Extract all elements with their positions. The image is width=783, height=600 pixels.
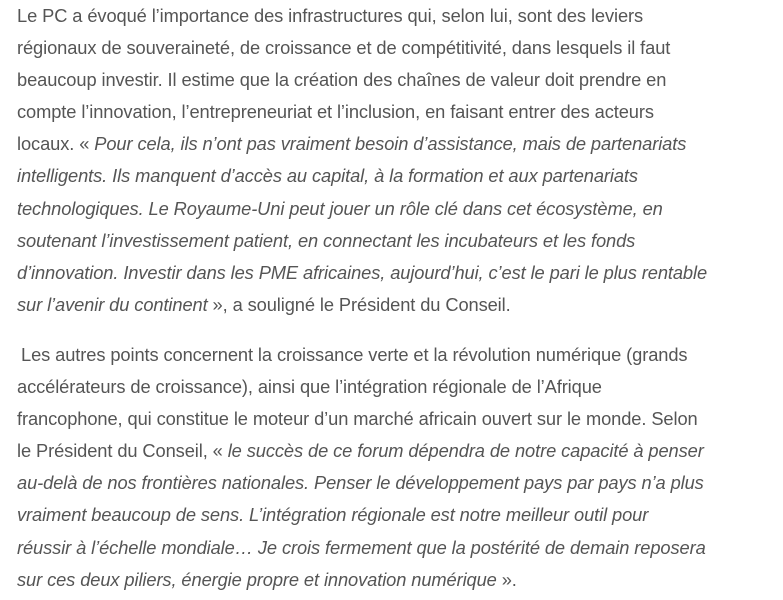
text-line <box>17 289 777 321</box>
text-line <box>17 371 777 403</box>
quote-segment: soutenant l’investissement patient, en connectant les incubateurs et les fonds <box>17 229 636 251</box>
text-segment: compte l’innovation, l’entrepreneuriat et l’inclusion, en faisant entrer des acteurs <box>17 101 654 123</box>
paragraph-infrastructures <box>17 0 777 321</box>
text-line <box>17 160 777 192</box>
text-line <box>17 96 777 128</box>
quote-segment: au-delà de nos frontières nationales. Penser le développement pays par pays n’a plus <box>17 472 704 494</box>
text-line <box>17 193 777 225</box>
text-line <box>17 499 777 531</box>
text-segment: accélérateurs de croissance), ainsi que l’intégration régionale de l’Afrique <box>17 376 602 398</box>
text-line <box>17 64 777 96</box>
text-segment: », a souligné le Président du Conseil. <box>207 293 511 315</box>
quote-segment: intelligents. Ils manquent d’accès au capital, à la formation et aux partenariats <box>17 165 638 187</box>
text-line <box>17 339 777 371</box>
quote-segment: sur l’avenir du continent <box>17 293 208 315</box>
text-segment: ». <box>496 568 517 590</box>
text-line <box>17 128 777 160</box>
text-segment: Les autres points concernent la croissance verte et la révolution numérique (grands <box>21 343 688 365</box>
quote-segment: Pour cela, ils n’ont pas vraiment besoin d’assistance, mais de partenariats <box>94 133 687 155</box>
text-segment: locaux. « <box>17 133 95 155</box>
text-line <box>17 532 777 564</box>
text-segment: francophone, qui constitue le moteur d’un marché africain ouvert sur le monde. Selon <box>17 408 698 430</box>
quote-segment: sur ces deux piliers, énergie propre et innovation numérique <box>17 568 497 590</box>
quote-segment: réussir à l’échelle mondiale… Je crois fermement que la postérité de demain reposera <box>17 536 706 558</box>
quote-segment: le succès de ce forum dépendra de notre capacité à penser <box>227 440 704 462</box>
text-line <box>17 257 777 289</box>
text-line <box>17 32 777 64</box>
text-segment: Le PC a évoqué l’importance des infrastructures qui, selon lui, sont des leviers <box>17 5 644 26</box>
text-segment: régionaux de souveraineté, de croissance et de compétitivité, dans lesquels il faut <box>17 37 671 59</box>
quote-segment: d’innovation. Investir dans les PME africaines, aujourd’hui, c’est le pari le plus rentable <box>17 261 708 283</box>
text-line <box>17 403 777 435</box>
text-segment: beaucoup investir. Il estime que la création des chaînes de valeur doit prendre en <box>17 69 667 91</box>
text-line <box>17 564 777 596</box>
quote-segment: vraiment beaucoup de sens. L’intégration régionale est notre meilleur outil pour <box>17 504 649 526</box>
text-line <box>17 435 777 467</box>
paragraph-autres-points <box>17 339 777 596</box>
text-line <box>17 225 777 257</box>
text-segment: le Président du Conseil, « <box>17 440 228 462</box>
text-line <box>17 0 777 32</box>
article-body <box>17 0 777 596</box>
quote-segment: technologiques. Le Royaume-Uni peut jouer un rôle clé dans cet écosystème, en <box>17 197 663 219</box>
text-line <box>17 467 777 499</box>
